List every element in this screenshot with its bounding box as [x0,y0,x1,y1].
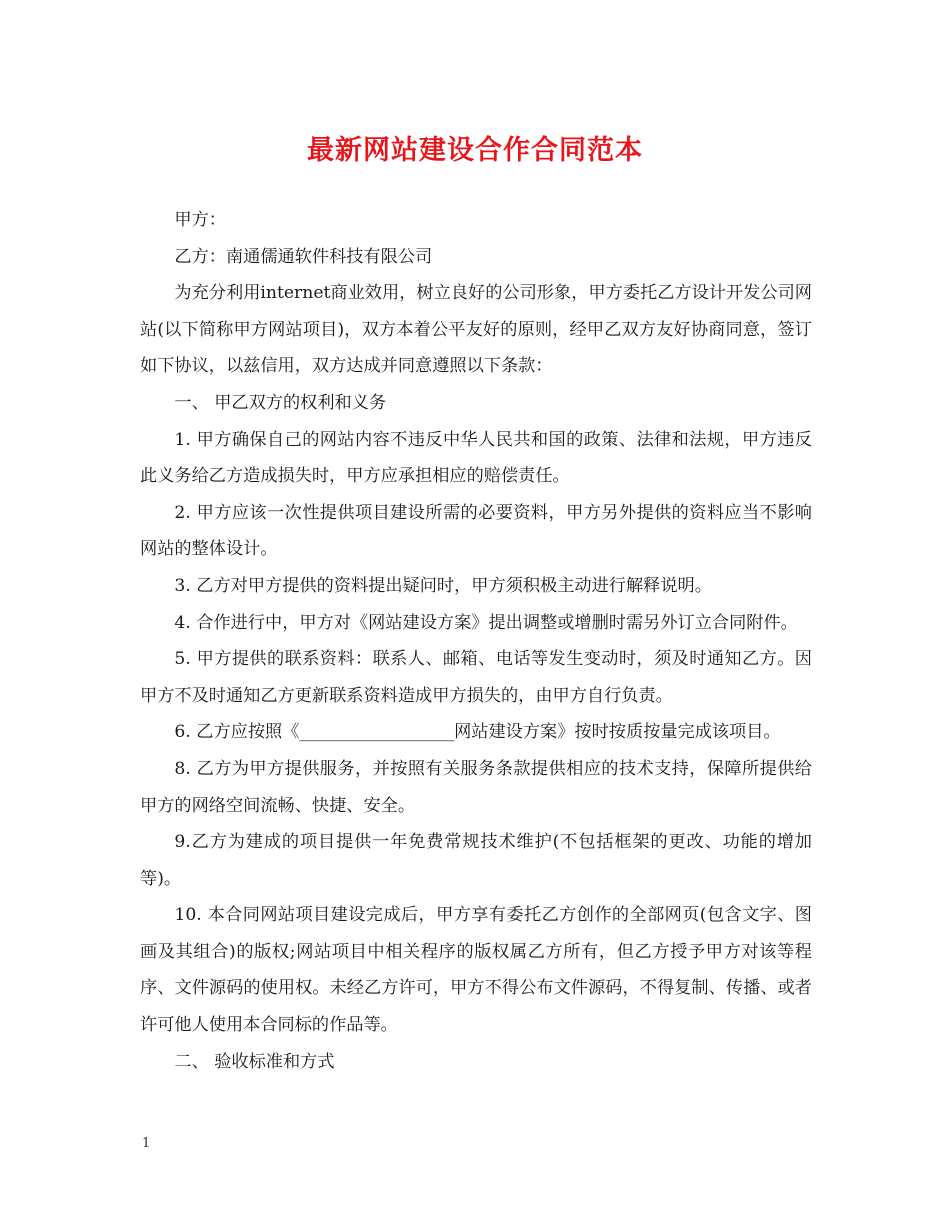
clause-3: 3. 乙方对甲方提供的资料提出疑问时，甲方须积极主动进行解释说明。 [174,575,712,596]
clause-8: 8. 乙方为甲方提供服务，并按照有关服务条款提供相应的技术支持，保障所提供给甲方的网络空间流畅、快捷、安全。 [140,758,812,816]
preamble-paragraph: 为充分利用internet商业效用，树立良好的公司形象，甲方委托乙方设计开发公司网站(以下简称甲方网站项目)，双方本着公平友好的原则，经甲乙双方友好协商同意，签订如下协议，以兹信用，双方达成并同意遵照以下条款： [140,283,812,377]
clause-6: 6. 乙方应按照《__________________网站建设方案》按时按质按量完成该项目。 [174,722,781,743]
clause-5: 5. 甲方提供的联系资料：联系人、邮箱、电话等发生变动时，须及时通知乙方。因甲方不及时通知乙方更新联系资料造成甲方损失的，由甲方自行负责。 [140,649,812,706]
section-heading-acceptance: 二、 验收标准和方式 [174,1051,335,1072]
party-a-line: 甲方： [174,210,226,230]
clause-9: 9.乙方为建成的项目提供一年免费常规技术维护(不包括框架的更改、功能的增加等)。 [140,832,812,889]
clause-1: 1. 甲方确保自己的网站内容不违反中华人民共和国的政策、法律和法规，甲方违反此义务给乙方造成损失时，甲方应承担相应的赔偿责任。 [140,429,812,487]
clause-2: 2. 甲方应该一次性提供项目建设所需的必要资料，甲方另外提供的资料应当不影响网站的整体设计。 [140,502,812,560]
document-body [140,202,812,1080]
section-heading-rights: 一、 甲乙双方的权利和义务 [174,392,387,413]
party-b-line: 乙方：南通儒通软件科技有限公司 [174,246,433,267]
clause-4: 4. 合作进行中，甲方对《网站建设方案》提出调整或增删时需另外订立合同附件。 [174,612,798,633]
page-number: 1 [142,1136,151,1151]
clause-10: 10. 本合同网站项目建设完成后，甲方享有委托乙方创作的全部网页(包含文字、图画及其组合)的版权;网站项目中相关程序的版权属乙方所有，但乙方授予甲方对该等程序、文件源码的使用权。未经乙方许可，甲方不得公布文件源码，不得复制、传播、或者许可他人使用本合同标的作品等。 [140,905,812,1036]
document-title: 最新网站建设合作合同范本 [307,135,643,166]
